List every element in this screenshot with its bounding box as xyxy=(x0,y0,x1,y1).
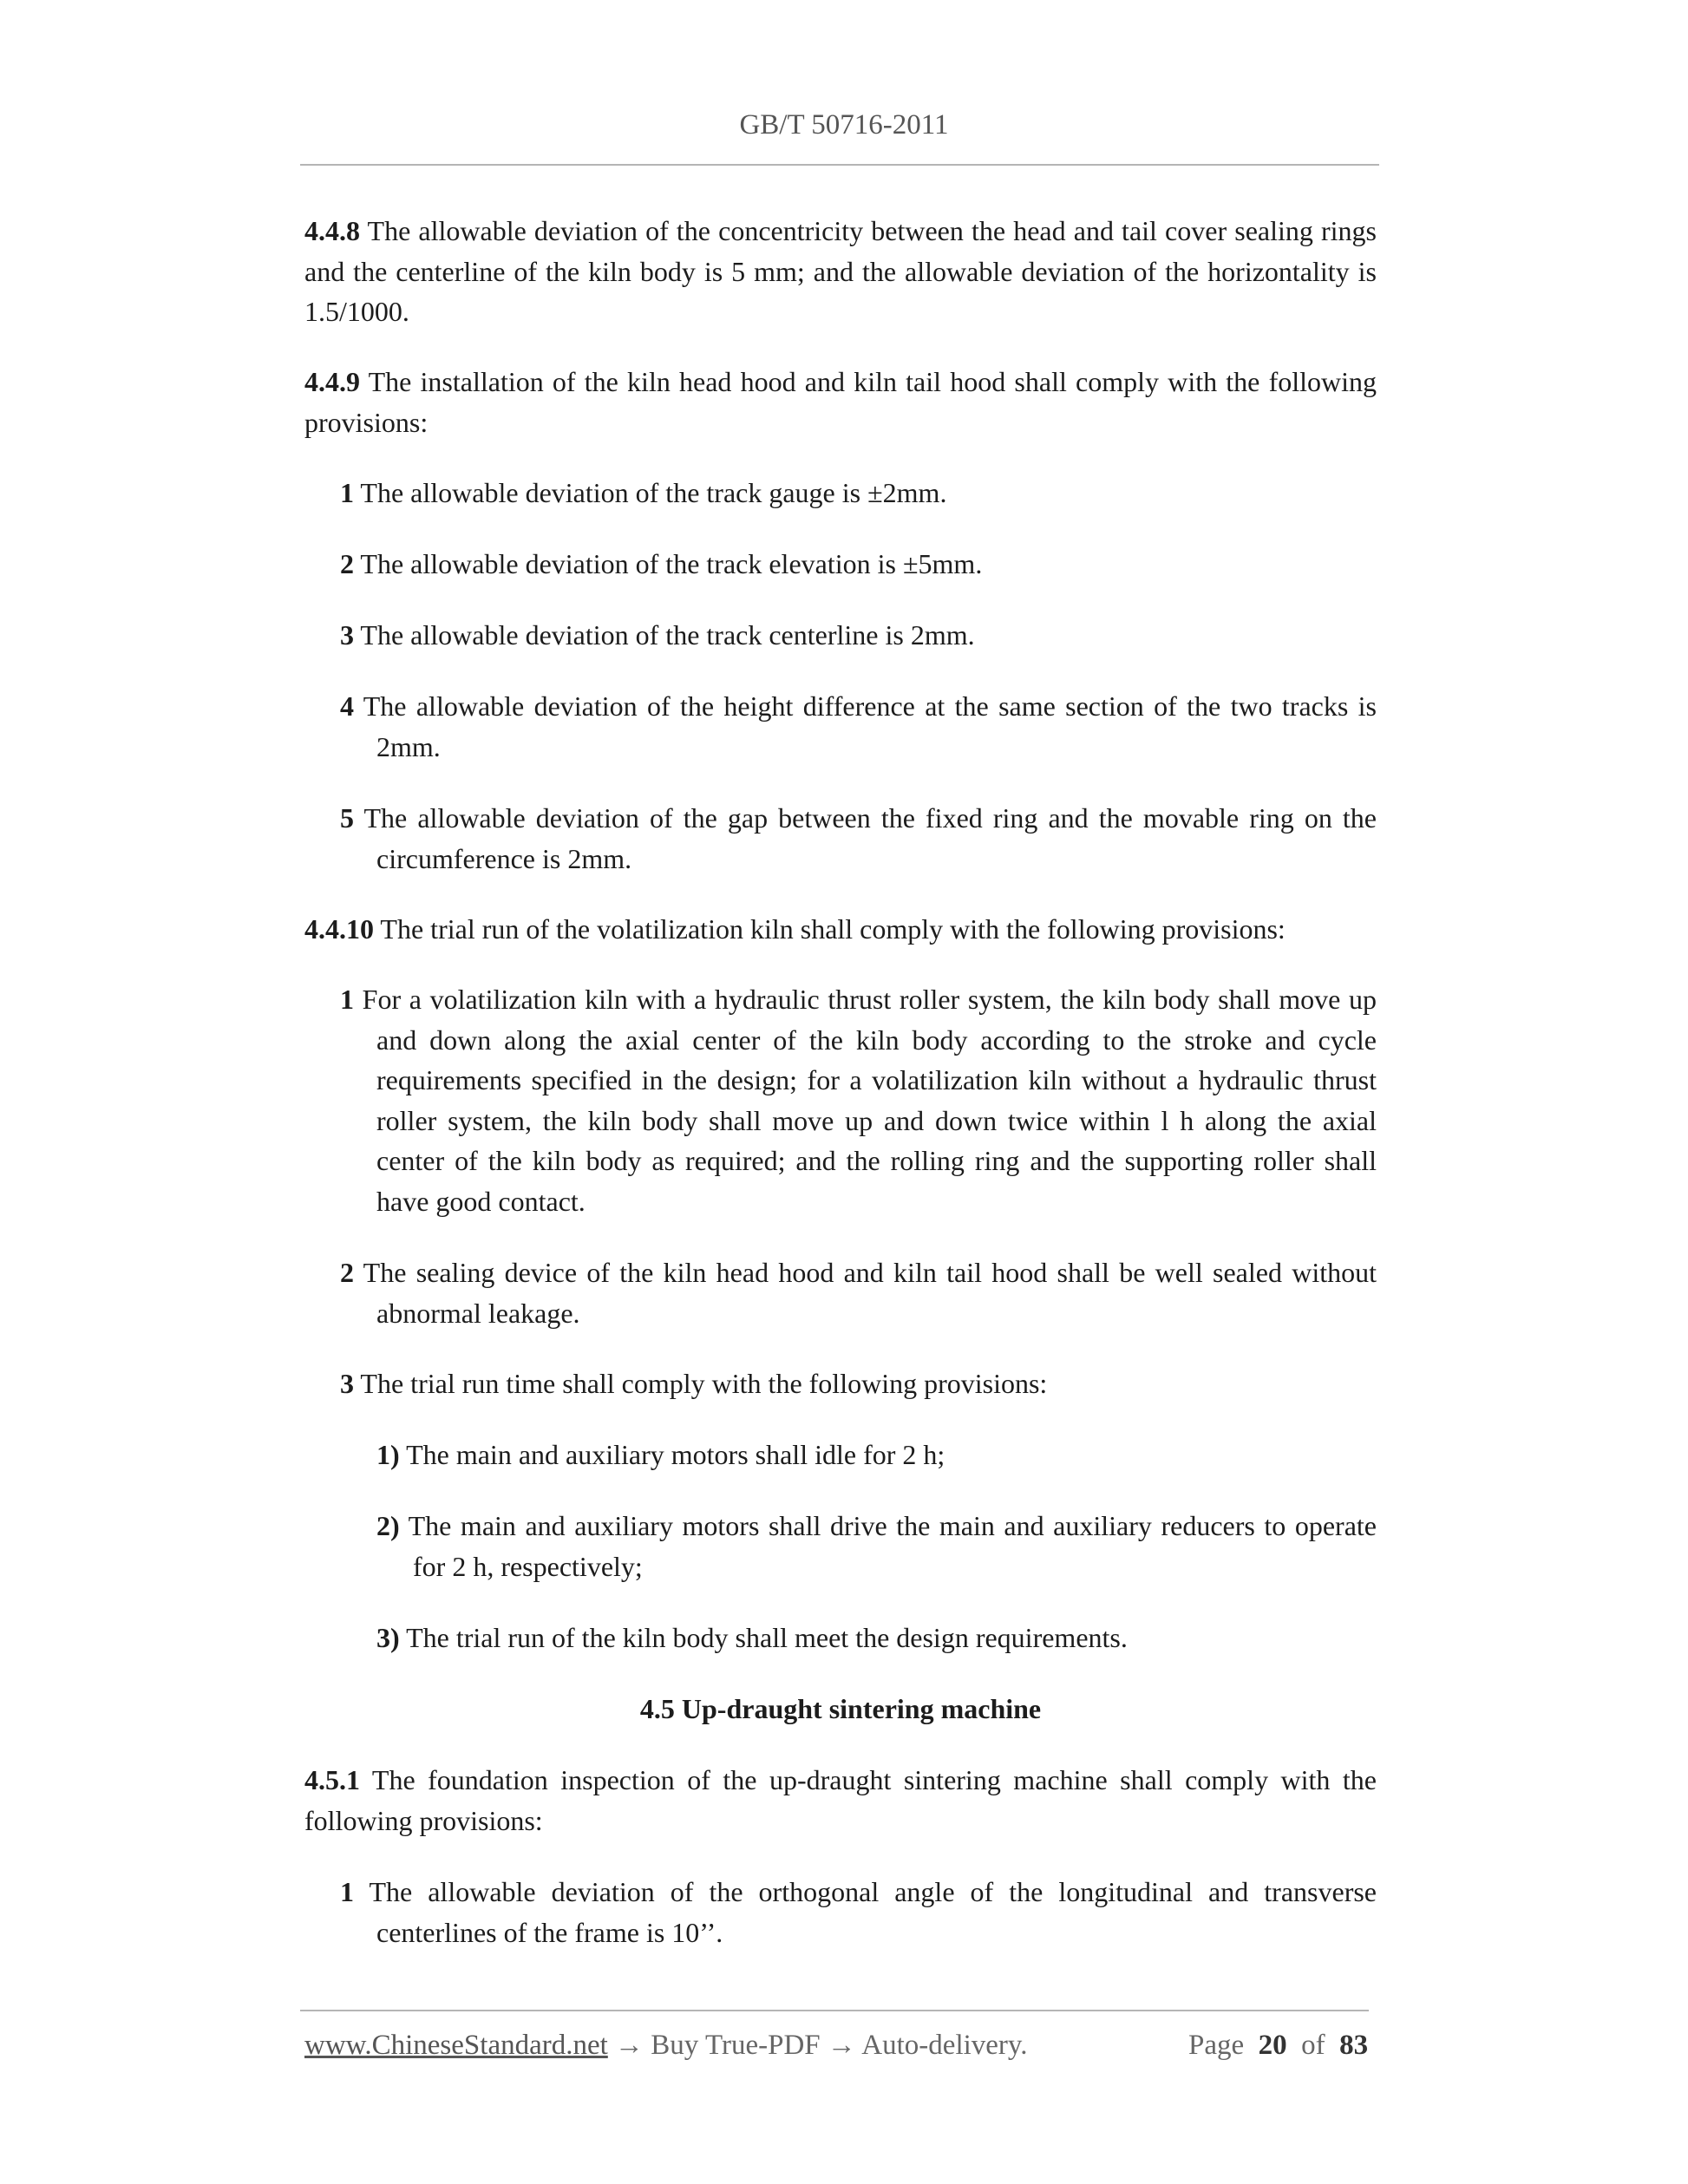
auto-delivery-text: Auto-delivery. xyxy=(855,2030,1028,2061)
of-label: of xyxy=(1301,2030,1325,2061)
list-item xyxy=(340,798,1377,879)
clause-text: The allowable deviation of the concentricity between the head and tail cover sealing rings and the centerline of the kiln body is 5 mm; and the allowable deviation of the horizontality is 1.5/1000. xyxy=(304,215,1377,327)
arrow-right-icon: → xyxy=(827,2030,856,2061)
total-pages: 83 xyxy=(1339,2030,1369,2061)
clause-text: The foundation inspection of the up-draught sintering machine shall comply with the following provisions: xyxy=(304,1764,1377,1836)
item-text: The main and auxiliary motors shall idle for 2 h; xyxy=(399,1439,945,1470)
section-heading: 4.5 Up-draught sintering machine xyxy=(639,1693,1042,1724)
list-item xyxy=(340,1363,1377,1404)
item-number: 3 xyxy=(340,619,354,651)
clause-4-4-9 xyxy=(304,362,1377,442)
item-number: 1 xyxy=(340,477,354,508)
list-item xyxy=(340,544,1377,585)
clause-4-5-1 xyxy=(304,1760,1377,1841)
clause-4-4-10 xyxy=(304,909,1377,950)
list-item xyxy=(340,1872,1377,1952)
item-number: 2 xyxy=(340,1257,354,1288)
item-number: 1 xyxy=(340,984,354,1015)
footer-promo xyxy=(304,2030,1028,2062)
sub-list-item xyxy=(376,1506,1377,1586)
clause-number: 4.5.1 xyxy=(304,1764,360,1795)
document-code-header: GB/T 50716-2011 xyxy=(739,109,949,141)
item-text: The allowable deviation of the height difference at the same section of the two tracks is 2mm. xyxy=(354,690,1377,762)
clause-number: 4.4.10 xyxy=(304,913,374,945)
sub-list-item xyxy=(376,1618,1377,1658)
clause-text: The trial run of the volatilization kiln shall comply with the following provisions: xyxy=(374,913,1286,945)
list-item xyxy=(340,1252,1377,1333)
header-divider xyxy=(300,164,1379,166)
list-item xyxy=(340,686,1377,767)
list-item xyxy=(340,615,1377,656)
sub-list-item xyxy=(376,1435,1377,1475)
item-text: The trial run time shall comply with the following provisions: xyxy=(354,1368,1048,1399)
item-text: The allowable deviation of the track gauge is ±2mm. xyxy=(354,477,947,508)
footer-divider xyxy=(300,2010,1369,2011)
item-number: 3 xyxy=(340,1368,354,1399)
page-number: 20 xyxy=(1258,2030,1287,2061)
list-item xyxy=(340,473,1377,513)
item-number: 4 xyxy=(340,690,354,722)
item-number: 5 xyxy=(340,802,354,834)
item-text: The main and auxiliary motors shall drive the main and auxiliary reducers to operate for 2 h, respectively; xyxy=(399,1510,1377,1582)
item-number: 1 xyxy=(340,1876,354,1907)
item-number: 2 xyxy=(340,548,354,579)
page-indicator xyxy=(1188,2030,1368,2062)
clause-4-4-8 xyxy=(304,211,1377,332)
item-text: The allowable deviation of the track centerline is 2mm. xyxy=(354,619,975,651)
item-number: 2) xyxy=(376,1510,400,1541)
item-text: For a volatilization kiln with a hydraulic thrust roller system, the kiln body shall move up and down along the axial center of the kiln body according to the stroke and cycle requirements specified in the design; for a volatilization kiln without a hydraulic thrust roller system, the kiln body shall move up and down twice within l h along the axial center of the kiln body as required; and the rolling ring and the supporting roller shall have good contact. xyxy=(354,984,1377,1217)
list-item xyxy=(340,979,1377,1221)
item-number: 1) xyxy=(376,1439,400,1470)
item-number: 3) xyxy=(376,1622,400,1653)
site-link[interactable]: www.ChineseStandard.net xyxy=(304,2030,608,2061)
item-text: The allowable deviation of the gap between the fixed ring and the movable ring on the circumference is 2mm. xyxy=(354,802,1377,874)
item-text: The sealing device of the kiln head hood and kiln tail hood shall be well sealed without abnormal leakage. xyxy=(354,1257,1377,1329)
arrow-right-icon: → xyxy=(615,2030,644,2061)
buy-text: Buy True-PDF xyxy=(644,2030,828,2061)
clause-text: The installation of the kiln head hood and kiln tail hood shall comply with the following provisions: xyxy=(304,366,1377,438)
item-text: The allowable deviation of the orthogonal angle of the longitudinal and transverse centerlines of the frame is 10’’. xyxy=(354,1876,1377,1948)
page-label: Page xyxy=(1188,2030,1245,2061)
item-text: The trial run of the kiln body shall meet the design requirements. xyxy=(399,1622,1128,1653)
clause-number: 4.4.8 xyxy=(304,215,360,246)
item-text: The allowable deviation of the track elevation is ±5mm. xyxy=(354,548,983,579)
clause-number: 4.4.9 xyxy=(304,366,360,397)
